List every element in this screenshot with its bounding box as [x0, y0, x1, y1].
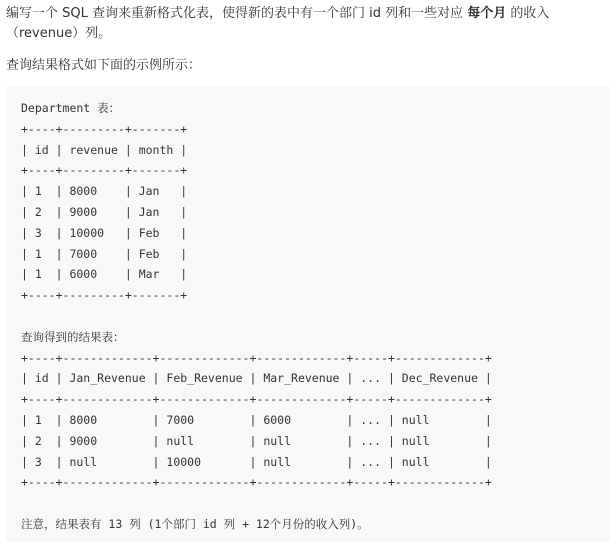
table-border: +----+-------------+-------------+-------------+-----+-------------+	[21, 475, 492, 490]
result-note: 注意，结果表有 13 列 (1个部门 id 列 + 12个月份的收入列)。	[21, 516, 369, 531]
spacer	[21, 306, 610, 327]
example-intro: 查询结果格式如下面的示例所示：	[6, 58, 202, 73]
description-text-part1: 编写一个 SQL 查询来重新格式化表，使得新的表中有一个部门 id 列和一些对应	[6, 6, 468, 21]
table-border: +----+---------+-------+	[21, 288, 188, 303]
description-emphasis: 每个月	[467, 6, 507, 21]
table-row: | 1 | 6000 | Mar |	[21, 267, 188, 282]
table-row: | 1 | 8000 | Jan |	[21, 184, 188, 199]
table-border: +----+---------+-------+	[21, 163, 188, 178]
table-row: | 2 | 9000 | Jan |	[21, 204, 188, 219]
example-code-block	[6, 86, 610, 542]
table-border: +----+-------------+-------------+-------------+-----+-------------+	[21, 392, 492, 407]
table-row: | 3 | 10000 | Feb |	[21, 225, 188, 240]
table-row: | 2 | 9000 | null | null | ... | null |	[21, 433, 492, 448]
table-row: | 3 | null | 10000 | null | ... | null |	[21, 454, 492, 469]
result-caption: 查询得到的结果表：	[21, 329, 125, 344]
department-caption: Department 表：	[21, 101, 121, 115]
table-border: +----+-------------+-------------+-------------+-----+-------------+	[21, 350, 492, 365]
result-table	[21, 348, 610, 494]
table-row: | 1 | 8000 | 7000 | 6000 | ... | null |	[21, 412, 492, 427]
table-header-row: | id | Jan_Revenue | Feb_Revenue | Mar_Revenue | ... | Dec_Revenue |	[21, 371, 492, 386]
department-table	[21, 119, 610, 306]
table-row: | 1 | 7000 | Feb |	[21, 246, 188, 261]
description-text-part2: 的收入（revenue）列。	[6, 6, 550, 41]
problem-description	[6, 4, 606, 44]
table-header-row: | id | revenue | month |	[21, 142, 188, 157]
table-border: +----+---------+-------+	[21, 121, 188, 136]
spacer	[21, 493, 610, 514]
